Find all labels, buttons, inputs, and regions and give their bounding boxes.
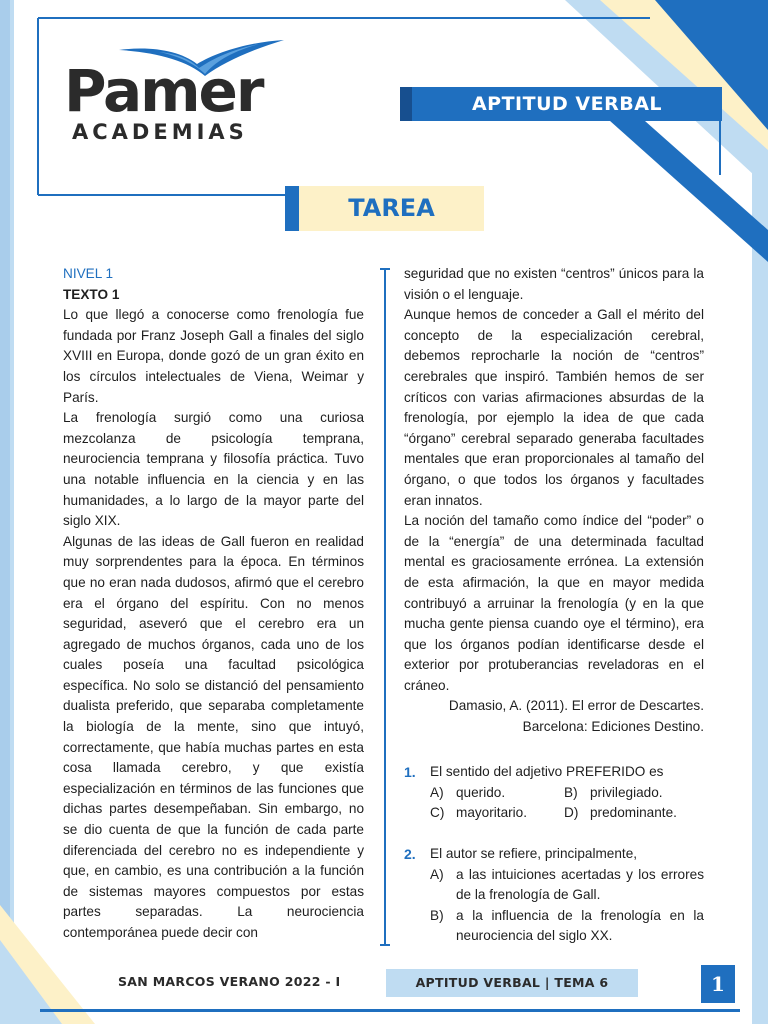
option-b: B) a la influencia de la frenología en la neurociencia del siglo XX. xyxy=(430,907,704,944)
options-row xyxy=(430,783,704,804)
citation-line: Barcelona: Ediciones Destino. xyxy=(522,719,704,735)
column-divider xyxy=(384,268,386,946)
logo-brand-text: Pamer xyxy=(64,57,263,125)
question-1 xyxy=(404,762,704,824)
options-row xyxy=(430,803,704,824)
paragraph: seguridad que no existen “centros” únicos para la visión o el lenguaje. xyxy=(404,266,704,302)
citation-line: Damasio, A. (2011). El error de Descartes. xyxy=(448,698,704,714)
paragraph: Algunas de las ideas de Gall fueron en realidad muy sorprendentes para la época. En términos que no eran nada dudosos, afirmó que el cerebro era el órgano del espíritu. Con no menos seguridad, aseveró que el cerebro era un agregado de muchos órganos, cada uno de los cuales poseía una facultad psicológica específica. No solo se distanció del pensamiento dualista preferido, que separaba completamente la biología de la mente, sino que intuyó, correctamente, que había muchas partes en esta cosa llamada cerebro, y que existía especialización en términos de las funciones que dichas partes desempeñaban. Sin embargo, no se dio cuenta de que la función de cada parte diferenciada del cerebro no es independiente y que, en cambio, es una contribución a la función de sistemas mayores compuestos por estas partes separadas. La neurociencia contemporánea puede decir con xyxy=(63,533,364,940)
subject-banner: APTITUD VERBAL xyxy=(400,87,722,121)
text-label: TEXTO 1 xyxy=(63,286,120,302)
footer-course: SAN MARCOS VERANO 2022 - I xyxy=(118,974,341,989)
option-c: C) mayoritario. xyxy=(430,805,528,821)
question-number: 1. xyxy=(404,764,416,780)
paragraph: Lo que llegó a conocerse como frenología fue fundada por Franz Joseph Gall a finales del siglo XVIII en Europa, donde gozó de un gran éxito en los círculos intelectuales de Viena, Weimar y París. xyxy=(63,307,364,405)
option-b: B) privilegiado. xyxy=(564,784,663,800)
paragraph: Aunque hemos de conceder a Gall el mérito del concepto de la especialización cerebral, debemos reprocharle la noción de “centros” cerebrales que inspiró. También hemos de ser críticos con varias afirmaciones absurdas de la frenología, por ejemplo la idea de que cada “órgano” cerebral separado generaba facultades mentales que eran proporcionales al tamaño del órgano, o que todos los órganos y facultades eran innatos. xyxy=(404,307,704,508)
question-stem: El autor se refiere, principalmente, xyxy=(430,846,638,861)
question-2 xyxy=(404,844,704,947)
paragraph: La noción del tamaño como índice del “poder” o de la “energía” de una determinada facultad mental es graciosamente errónea. La extensión de esta afirmación, la que en mayor medida contribuyó a arruinar la frenología (y en la que mucha gente piensa cuando oye el término), era que los órganos podían identificarse desde el exterior por protuberancias reveladoras en el cráneo. xyxy=(404,513,704,693)
logo-subtitle: ACADEMIAS xyxy=(72,120,248,144)
page-number: 1 xyxy=(701,965,735,1003)
question-stem: El sentido del adjetivo PREFERIDO es xyxy=(430,764,664,779)
option-d: D) predominante. xyxy=(564,805,677,821)
section-title: TAREA xyxy=(348,194,435,222)
pamer-logo xyxy=(64,40,274,150)
option-a: A) querido. xyxy=(430,784,506,800)
option-a: A) a las intuiciones acertadas y los errores de la frenología de Gall. xyxy=(430,866,704,903)
section-banner xyxy=(285,186,484,231)
level-label: NIVEL 1 xyxy=(63,266,114,281)
paragraph: La frenología surgió como una curiosa mezcolanza de psicología temprana, neurociencia temprana y filosofía práctica. Tuvo una notable influencia en la ciencia y en las humanidades, a lo largo de la mayor parte del siglo XIX. xyxy=(63,410,364,529)
question-number: 2. xyxy=(404,846,416,862)
footer-topic: APTITUD VERBAL | TEMA 6 xyxy=(386,969,638,997)
right-column xyxy=(404,264,704,738)
section-banner-bar xyxy=(285,186,299,231)
left-column xyxy=(63,264,364,944)
